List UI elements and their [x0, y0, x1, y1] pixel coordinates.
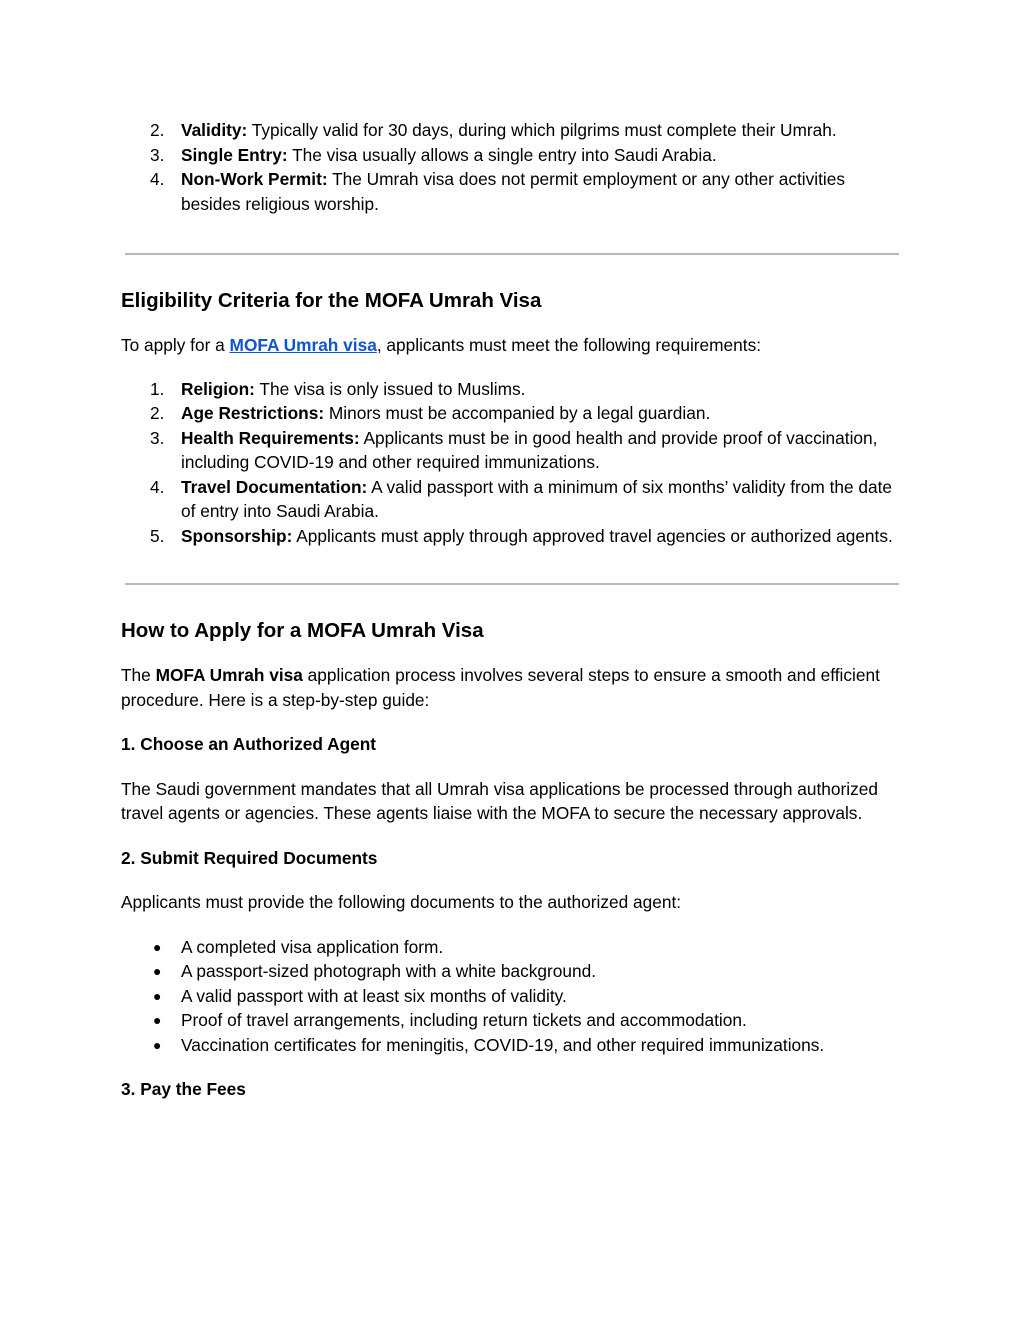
mofa-umrah-visa-link[interactable]: MOFA Umrah visa [229, 335, 377, 355]
list-item-label: Sponsorship: [181, 525, 293, 546]
list-item [121, 401, 901, 426]
list-item [121, 1008, 901, 1033]
list-item-text: Applicants must be in good health and provide proof of vaccination, including COVID-19 and other required immunizations. [181, 427, 878, 472]
list-item [121, 167, 901, 216]
list-item [121, 959, 901, 984]
list-item-label: Age Restrictions: [181, 403, 325, 423]
list-item [121, 426, 901, 475]
list-item-label: Non-Work Permit: [181, 169, 328, 189]
list-item-text: The visa usually allows a single entry into Saudi Arabia. [287, 144, 717, 165]
list-item-text: The Umrah visa does not permit employment or any other activities besides religious worship. [181, 169, 845, 214]
list-number: 2. [150, 403, 165, 423]
intro-text: , applicants must meet the following requirements: [376, 335, 762, 355]
list-number: 5. [150, 525, 165, 546]
bullet-icon: ● [153, 1012, 162, 1028]
divider [125, 583, 899, 585]
list-item [121, 984, 901, 1009]
list-item-text: A valid passport with a minimum of six months’ validity from the date of entry into Saudi Arabia. [181, 476, 893, 521]
list-item-text: The visa is only issued to Muslims. [254, 378, 526, 399]
list-item-label: Validity: [181, 120, 248, 140]
bullet-icon: ● [153, 987, 162, 1004]
bullet-icon: ● [153, 1036, 162, 1053]
eligibility-intro [121, 333, 901, 358]
list-item-text: A completed visa application form. [181, 936, 444, 957]
list-item-text: Vaccination certificates for meningitis, COVID-19, and other required immunizations. [181, 1034, 825, 1055]
list-item-text: A passport-sized photograph with a white background. [181, 961, 597, 981]
intro-text: To apply for a [121, 335, 230, 355]
documents-list [121, 935, 901, 1058]
step1-text: The Saudi government mandates that all Umrah visa applications be processed through authorized travel agents or agencies. These agents liaise with the MOFA to secure the necessary approvals. [121, 778, 878, 823]
list-item [121, 377, 901, 402]
howto-intro [121, 663, 901, 712]
intro-list [121, 118, 901, 216]
step2-text: Applicants must provide the following documents to the authorized agent: [121, 892, 682, 912]
list-number: 2. [150, 120, 165, 140]
list-item-label: Health Requirements: [181, 427, 360, 448]
step1-title: 1. Choose an Authorized Agent [121, 734, 377, 754]
list-item [121, 1033, 901, 1058]
eligibility-list [121, 377, 901, 549]
list-item [121, 118, 901, 143]
list-number: 3. [150, 427, 165, 448]
list-item-text: Minors must be accompanied by a legal guardian. [324, 403, 711, 423]
list-item [121, 143, 901, 168]
list-item-text: A valid passport with at least six months of validity. [181, 985, 567, 1006]
list-number: 4. [150, 476, 165, 497]
list-item-label: Single Entry: [181, 144, 288, 165]
intro-text: The [121, 665, 156, 685]
list-number: 1. [150, 378, 165, 399]
list-number: 3. [150, 144, 165, 165]
bullet-icon: ● [153, 938, 162, 955]
list-item [121, 935, 901, 960]
list-number: 4. [150, 169, 165, 189]
divider [125, 253, 899, 255]
bullet-icon: ● [153, 963, 162, 979]
step3-title: 3. Pay the Fees [121, 1079, 246, 1099]
list-item-text: Proof of travel arrangements, including return tickets and accommodation. [181, 1010, 747, 1030]
list-item-label: Religion: [181, 378, 255, 399]
document-page [121, 118, 901, 1102]
eligibility-heading: Eligibility Criteria for the MOFA Umrah Visa [121, 289, 542, 312]
step2-title: 2. Submit Required Documents [121, 847, 378, 868]
list-item [121, 524, 901, 549]
intro-bold-text: MOFA Umrah visa [155, 665, 303, 685]
intro-text: application process involves several steps to ensure a smooth and efficient procedure. Here is a step-by-step guide: [121, 665, 880, 710]
howto-heading: How to Apply for a MOFA Umrah Visa [121, 619, 484, 642]
list-item-label: Travel Documentation: [181, 476, 368, 497]
list-item-text: Applicants must apply through approved travel agencies or authorized agents. [292, 525, 893, 546]
list-item [121, 475, 901, 524]
list-item-text: Typically valid for 30 days, during which pilgrims must complete their Umrah. [247, 120, 837, 140]
